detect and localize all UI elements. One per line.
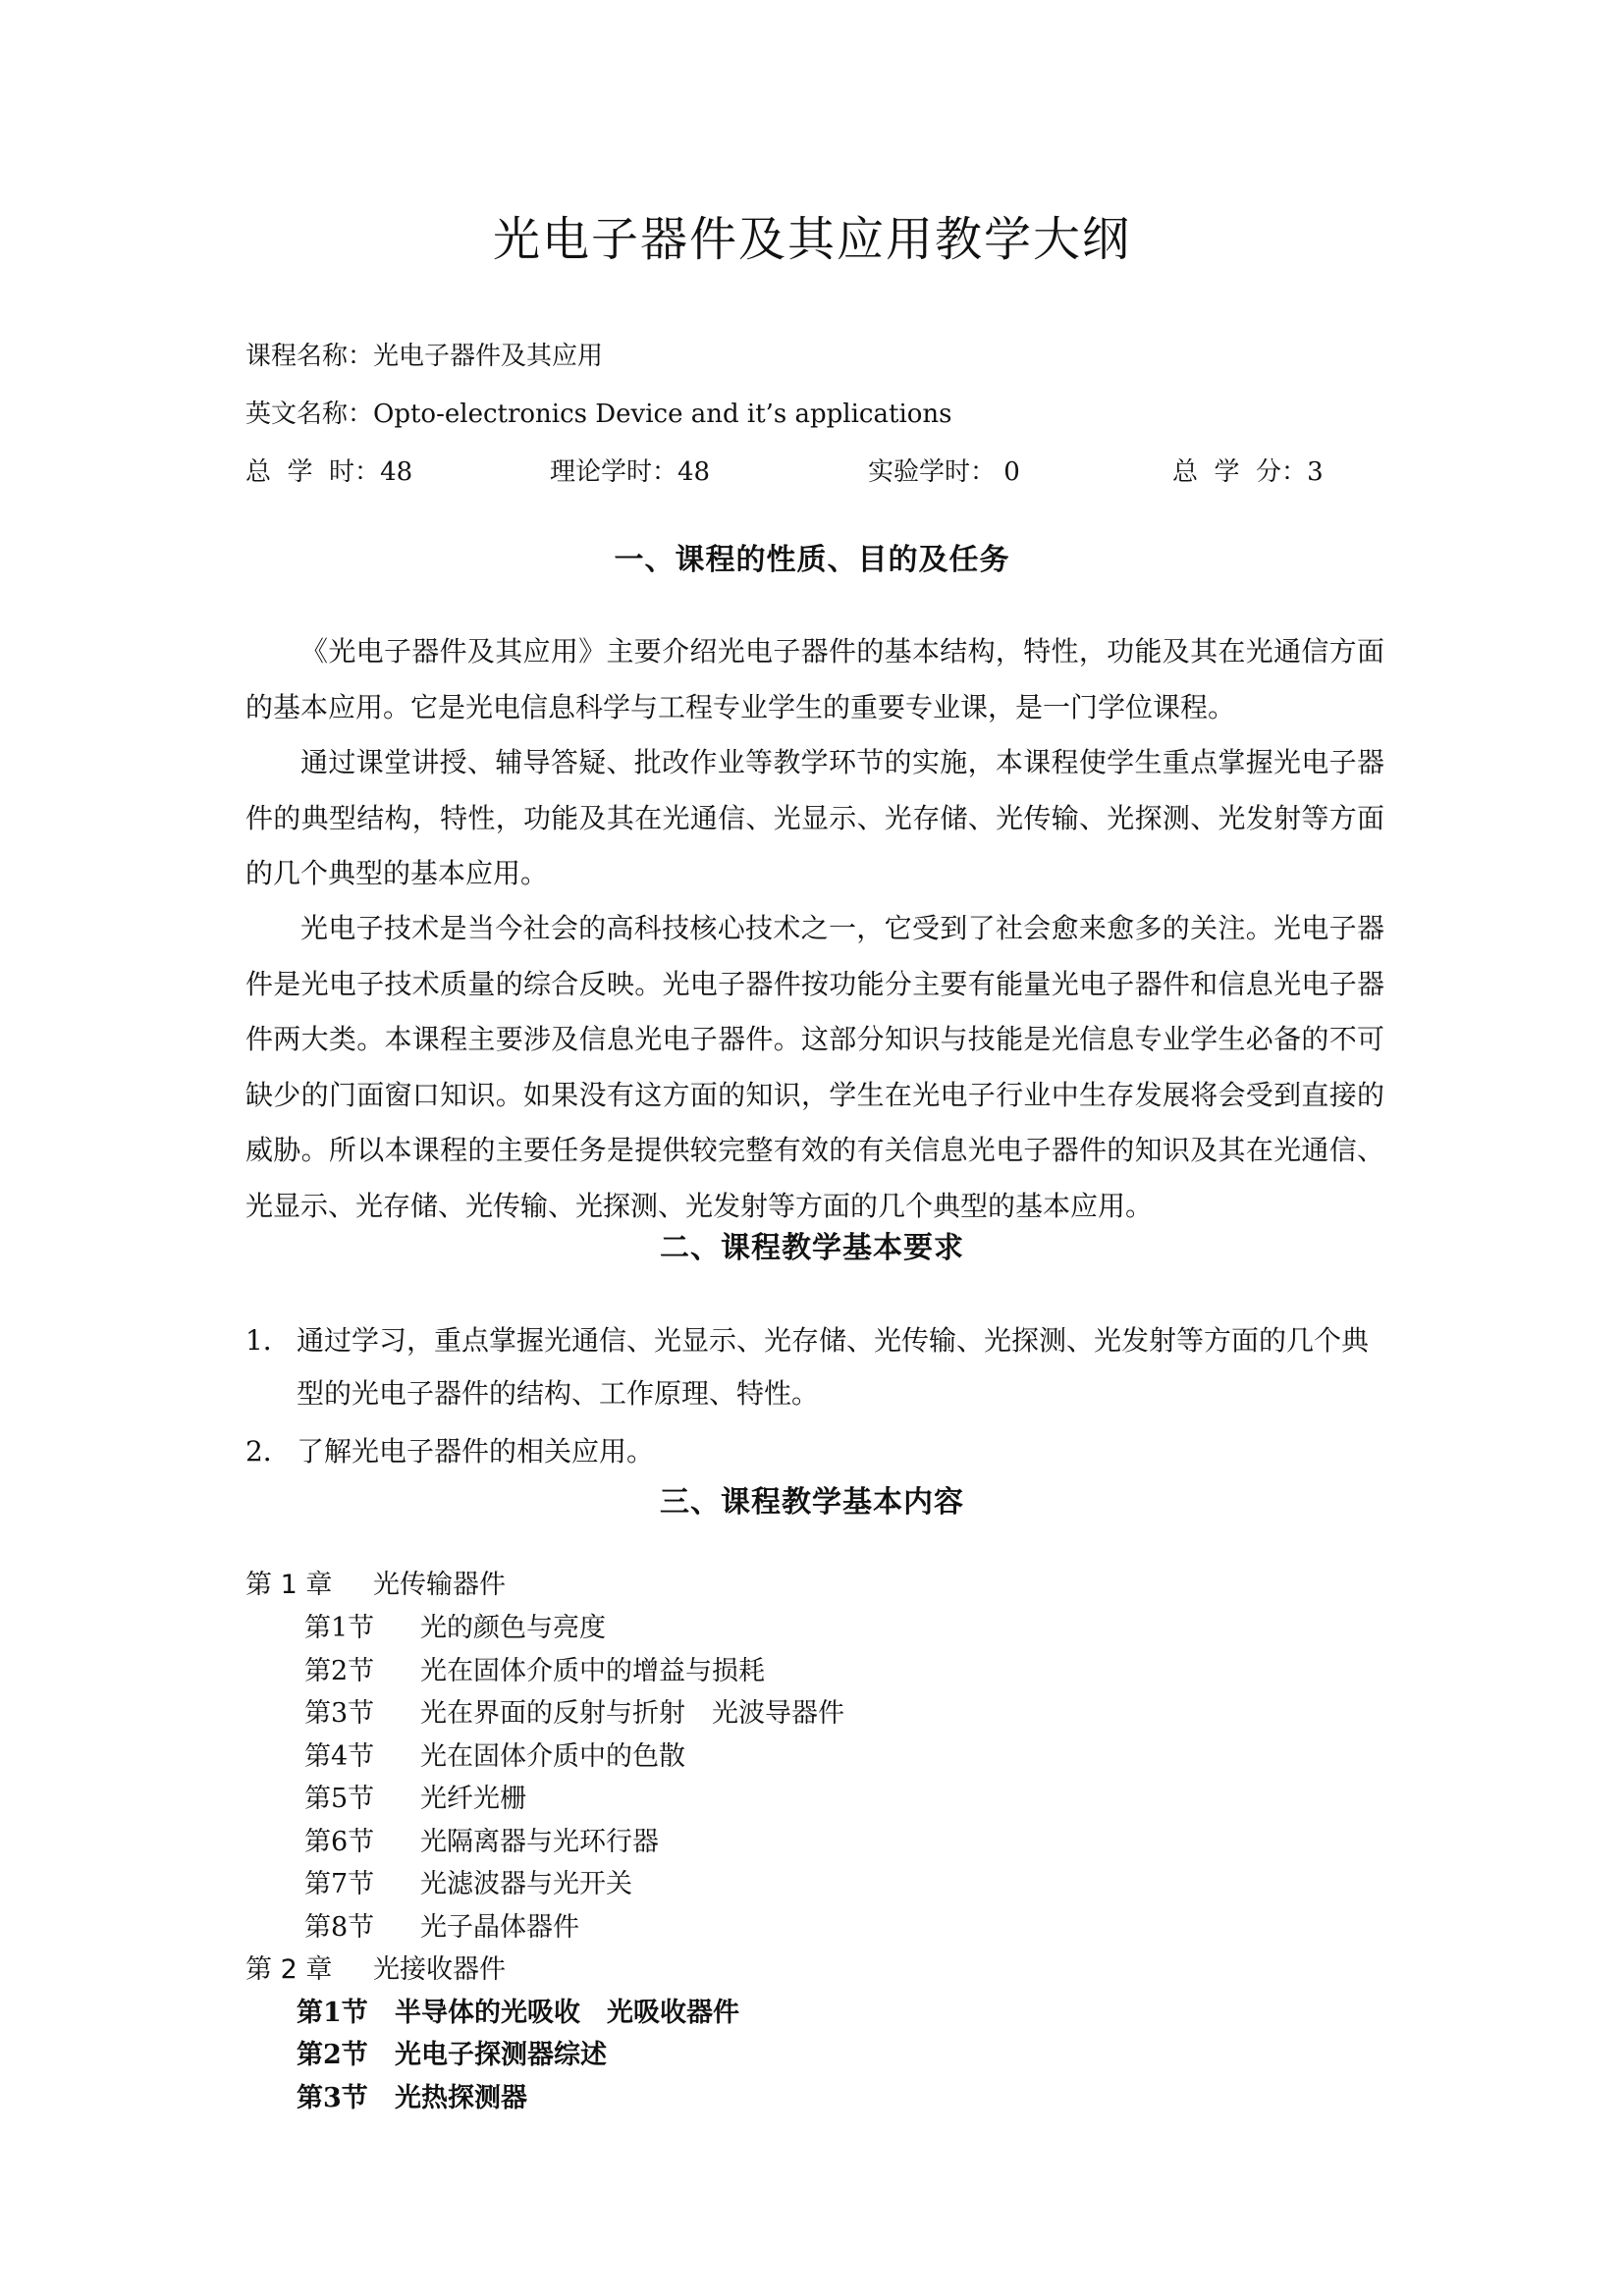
chapter-label: 第 1 章 (245, 1570, 333, 1600)
section-label: 第2节 (297, 2040, 368, 2070)
chapter-title: 光接收器件 (373, 1954, 506, 1985)
outline-section-item (304, 1862, 632, 1901)
section-title: 光在固体介质中的色散 (420, 1741, 685, 1772)
section-title: 光滤波器与光开关 (420, 1869, 632, 1899)
course-name-value: 光电子器件及其应用 (373, 342, 604, 371)
english-name-label: 英文名称： (245, 400, 374, 429)
lab-hours (868, 452, 1020, 488)
section-title: 光在界面的反射与折射 光波导器件 (420, 1698, 844, 1729)
chapter-title: 光传输器件 (373, 1570, 506, 1600)
section-label: 第7节 (304, 1869, 375, 1899)
section-3-heading: 三、课程教学基本内容 (660, 1485, 964, 1520)
total-hours (245, 452, 412, 488)
theory-hours (550, 452, 710, 488)
chapter-2-heading (245, 1948, 506, 1987)
outline-section-item (304, 1649, 765, 1688)
outline-section-item (297, 2033, 607, 2072)
section-title: 光纤光栅 (420, 1784, 526, 1814)
total-hours-value: 48 (380, 457, 413, 487)
requirement-text: 通过学习，重点掌握光通信、光显示、光存储、光传输、光探测、光发射等方面的几个典型的光电子器件的结构、工作原理、特性。 (297, 1324, 1370, 1410)
section-label: 第3节 (297, 2083, 368, 2113)
outline-section-item (304, 1735, 685, 1774)
section-label: 第2节 (304, 1656, 375, 1686)
section-title: 光热探测器 (395, 2083, 527, 2113)
total-credits-value: 3 (1307, 457, 1324, 487)
section-2-heading: 二、课程教学基本要求 (660, 1231, 964, 1265)
chapter-1-heading (245, 1563, 506, 1602)
section-1-paragraph: 光电子技术是当今社会的高科技核心技术之一，它受到了社会愈来愈多的关注。光电子器件是光电子技术质量的综合反映。光电子器件按功能分主要有能量光电子器件和信息光电子器件两大类。本课程主要涉及信息光电子器件。这部分知识与技能是光信息专业学生必备的不可缺少的门面窗口知识。如果没有这方面的知识，学生在光电子行业中生存发展将会受到直接的威胁。所以本课程的主要任务是提供较完整有效的有关信息光电子器件的知识及其在光通信、光显示、光存储、光传输、光探测、光发射等方面的几个典型的基本应用。 (245, 912, 1384, 1222)
lab-hours-value: 0 (996, 457, 1020, 487)
section-title: 光的颜色与亮度 (420, 1613, 606, 1643)
outline-section-item (304, 1820, 659, 1859)
section-label: 第3节 (304, 1698, 375, 1729)
section-title: 光隔离器与光环行器 (420, 1827, 659, 1857)
requirement-item (245, 1314, 1384, 1420)
total-credits (1172, 452, 1324, 488)
outline-section-item (304, 1606, 606, 1645)
section-label: 第1节 (297, 1998, 368, 2028)
outline-section-item (304, 1905, 579, 1945)
section-label: 第1节 (304, 1613, 375, 1643)
english-name-value: Opto-electronics Device and it’s applications (373, 400, 952, 429)
section-title: 光在固体介质中的增益与损耗 (420, 1656, 765, 1686)
section-label: 第5节 (304, 1784, 375, 1814)
requirement-number: 1． (245, 1324, 291, 1357)
theory-hours-label: 理论学时： (550, 457, 678, 487)
requirement-item (245, 1425, 1384, 1478)
section-1-heading: 一、课程的性质、目的及任务 (614, 543, 1010, 577)
hours-row (245, 452, 1384, 491)
section-title: 光子晶体器件 (420, 1912, 579, 1943)
total-hours-label: 总 学 时： (245, 457, 381, 487)
course-name-label: 课程名称： (245, 342, 374, 371)
theory-hours-value: 48 (677, 457, 711, 487)
section-title: 半导体的光吸收 光吸收器件 (395, 1998, 739, 2028)
chapter-label: 第 2 章 (245, 1954, 333, 1985)
outline-section-item (297, 2076, 527, 2115)
requirement-number: 2． (245, 1435, 291, 1468)
section-title: 光电子探测器综述 (395, 2040, 607, 2070)
section-label: 第8节 (304, 1912, 375, 1943)
requirement-text: 了解光电子器件的相关应用。 (297, 1435, 655, 1468)
lab-hours-label: 实验学时： (868, 457, 997, 487)
section-1-paragraph: 《光电子器件及其应用》主要介绍光电子器件的基本结构，特性，功能及其在光通信方面的基本应用。它是光电信息科学与工程专业学生的重要专业课，是一门学位课程。 (245, 635, 1384, 723)
course-name-line (245, 339, 603, 374)
section-label: 第6节 (304, 1827, 375, 1857)
section-label: 第4节 (304, 1741, 375, 1772)
outline-section-item (304, 1777, 526, 1816)
document-title: 光电子器件及其应用教学大纲 (492, 212, 1131, 267)
section-1-paragraph: 通过课堂讲授、辅导答疑、批改作业等教学环节的实施，本课程使学生重点掌握光电子器件的典型结构，特性，功能及其在光通信、光显示、光存储、光传输、光探测、光发射等方面的几个典型的基本应用。 (245, 746, 1384, 889)
outline-section-item (297, 1991, 739, 2030)
outline-section-item (304, 1691, 844, 1731)
english-name-line (245, 397, 952, 432)
total-credits-label: 总 学 分： (1172, 457, 1308, 487)
